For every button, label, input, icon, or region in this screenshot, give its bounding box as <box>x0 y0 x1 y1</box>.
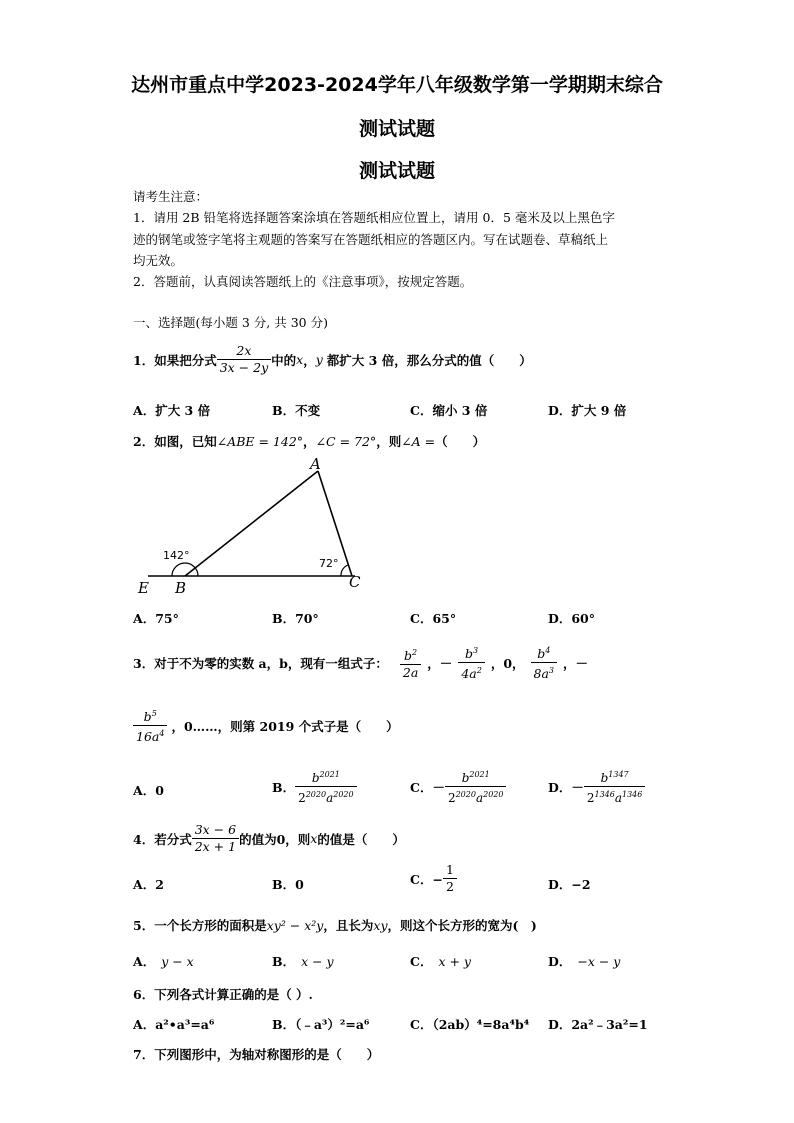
q3-suffix: ，0……，则第 2019 个式子是（ ） <box>171 718 399 734</box>
q5-area: xy² − x²y <box>266 918 324 933</box>
q4-fraction <box>192 822 239 855</box>
q3-optd-den-a-exp: 1346 <box>594 790 615 799</box>
q6-option-a[interactable]: A．a²•a³=a⁶ <box>133 1017 215 1032</box>
q3-option-c[interactable] <box>410 767 506 806</box>
label-c: C <box>349 573 361 591</box>
q3-t2-den-exp: 2 <box>476 666 482 675</box>
notice-line-2: 迹的钢笔或签字笔将主观题的答案写在答题纸相应的答题区内。写在试题卷、草稿纸上 <box>133 232 609 247</box>
q3-option-d[interactable] <box>548 767 645 806</box>
q2-cond-1: ∠ABE = 142° <box>216 434 304 449</box>
q4-option-a[interactable]: A．2 <box>133 877 164 892</box>
question-3 <box>133 643 594 682</box>
q6-option-b[interactable]: B．（﹣a³）²=a⁶ <box>272 1017 370 1032</box>
q5-prefix: 5．一个长方形的面积是 <box>133 918 267 933</box>
q4-option-d[interactable]: D．−2 <box>548 877 591 892</box>
q2-option-b[interactable]: B．70° <box>272 611 319 626</box>
q3-t3-den-exp: 3 <box>548 666 555 675</box>
q5-optb-label: B． <box>272 954 296 969</box>
q2-sep-2: ，则 <box>376 434 402 449</box>
q4-optc-num: 1 <box>443 862 457 879</box>
page-subtitle-repeat: 测试试题 <box>358 160 435 182</box>
q4-option-b[interactable]: B．0 <box>272 877 304 892</box>
q2-sep: ， <box>303 434 316 449</box>
q3-optd-den-a: 2 <box>586 791 595 805</box>
angle-b-label: 142° <box>163 549 190 562</box>
q3-optb-num: b <box>311 771 320 785</box>
q2-prefix: 2．如图，已知 <box>133 434 217 449</box>
q2-cond-2: ∠C = 72° <box>315 434 377 449</box>
q3-t1-num: b <box>404 647 413 663</box>
q6-option-c[interactable]: C．（2ab）⁴=8a⁴b⁴ <box>410 1017 530 1032</box>
q3-optc-num-exp: 2021 <box>469 770 490 779</box>
q4-middle: 的值为0，则 <box>239 831 311 847</box>
q3-t1-num-exp: 2 <box>412 647 418 657</box>
q1-denominator: 3x − 2y <box>219 360 269 375</box>
q1-option-a[interactable]: A．扩大 3 倍 <box>133 403 211 418</box>
label-a: A <box>310 455 321 473</box>
angle-c-arc <box>341 565 348 576</box>
question-4 <box>133 822 405 855</box>
q3-optd-num: b <box>600 771 609 785</box>
q3-optb-den-a: 2 <box>298 791 306 805</box>
q3-optd-frac <box>584 767 646 806</box>
notice-heading: 请考生注意： <box>133 189 209 204</box>
q3-term-4 <box>133 706 167 745</box>
q3-optc-label: C．－ <box>410 779 445 795</box>
q3-optb-frac <box>295 767 357 806</box>
q6-option-d[interactable]: D．2a²﹣3a²=1 <box>548 1017 648 1032</box>
q1-numerator: 2x <box>217 343 271 360</box>
q3-t2-num-exp: 3 <box>473 646 479 655</box>
triangle-figure <box>130 455 380 600</box>
q1-suffix-a: 中的 <box>271 352 297 368</box>
q4-optc-label: C．− <box>410 871 443 887</box>
question-6: 6．下列各式计算正确的是（ ）. <box>133 987 313 1002</box>
q1-option-d[interactable]: D．扩大 9 倍 <box>548 403 627 418</box>
q1-option-c[interactable]: C．缩小 3 倍 <box>410 403 488 418</box>
q5-option-d[interactable] <box>548 952 620 970</box>
label-b: B <box>175 579 187 597</box>
q4-numerator: 3x − 6 <box>192 822 239 839</box>
q3-optd-num-exp: 1347 <box>608 770 629 779</box>
q5-suffix: ，则这个长方形的宽为( ) <box>387 918 537 933</box>
q3-optc-den-b-exp: 2020 <box>483 790 504 799</box>
q4-prefix: 4．若分式 <box>133 831 192 847</box>
q5-option-c[interactable] <box>410 952 471 970</box>
q2-option-a[interactable]: A．75° <box>133 611 179 626</box>
q3-term-2 <box>458 643 485 682</box>
q3-optb-den-a-exp: 2020 <box>305 790 327 799</box>
q3-t3-den: 8a <box>533 666 549 681</box>
q3-option-a[interactable]: A．0 <box>133 783 164 798</box>
q1-prefix: 1．如果把分式 <box>133 352 217 368</box>
q3-t4-num: b <box>143 709 152 724</box>
question-1 <box>133 343 532 376</box>
q5-option-a[interactable] <box>133 952 194 970</box>
q5-optb-expr: x − y <box>301 954 334 969</box>
q3-term-1 <box>400 645 421 681</box>
q3-optc-frac <box>445 767 507 806</box>
q3-optc-den-a-exp: 2020 <box>455 790 476 799</box>
q3-sep-2: ，0， <box>490 655 525 671</box>
notice-line-3: 均无效。 <box>133 253 184 268</box>
q3-optb-den-b: a <box>326 791 334 805</box>
q3-sep-1: ，－ <box>427 655 453 671</box>
q3-optc-den-a: 2 <box>447 791 456 805</box>
q1-option-b[interactable]: B．不变 <box>272 403 321 418</box>
q3-optb-label: B． <box>272 779 296 795</box>
q3-t4-den-exp: 4 <box>159 729 165 738</box>
notice-line-4: 2．答题前，认真阅读答题纸上的《注意事项》，按规定答题。 <box>133 274 473 289</box>
q3-option-b[interactable] <box>272 767 357 806</box>
question-3-cont <box>133 706 399 745</box>
q1-var-y: y <box>315 352 323 367</box>
q3-optb-den-b-exp: 2020 <box>333 790 354 799</box>
q1-comma: ， <box>303 352 316 368</box>
page-title: 达州市重点中学2023-2024学年八年级数学第一学期期末综合 <box>131 74 663 96</box>
q3-t2-num: b <box>465 646 474 661</box>
question-5 <box>133 916 537 934</box>
q3-sep-3: ，－ <box>563 655 589 671</box>
q5-opta-expr: y − x <box>161 954 194 969</box>
q4-var-x: x <box>310 831 318 846</box>
angle-c-label: 72° <box>319 557 339 570</box>
notice-line-1: 1．请用 2B 铅笔将选择题答案涂填在答题纸相应位置上，请用 0．5 毫米及以上黑色字 <box>133 210 615 225</box>
q3-t1-den: 2a <box>402 664 419 680</box>
q4-optc-frac <box>443 862 457 895</box>
section-heading: 一、选择题(每小题 3 分, 共 30 分) <box>133 315 328 330</box>
label-e: E <box>138 579 149 597</box>
q5-optd-expr: −x − y <box>577 954 621 969</box>
page-subtitle: 测试试题 <box>358 118 435 140</box>
q3-optd-den-b: a <box>614 791 622 805</box>
q3-optd-label: D．－ <box>548 779 584 795</box>
q2-option-c[interactable]: C．65° <box>410 611 457 626</box>
q2-option-d[interactable]: D．60° <box>548 611 595 626</box>
q5-optd-label: D． <box>548 954 572 969</box>
q5-opta-label: A． <box>133 954 156 969</box>
line-ba <box>185 471 318 576</box>
q3-t4-den: 16a <box>136 729 160 744</box>
q3-t4-num-exp: 5 <box>151 709 157 718</box>
q3-optb-num-exp: 2021 <box>319 770 340 779</box>
q1-var-x: x <box>296 352 304 367</box>
q4-optc-den: 2 <box>445 879 454 894</box>
q3-t3-num-exp: 4 <box>545 646 551 655</box>
q1-fraction <box>217 343 271 376</box>
question-2 <box>133 432 485 450</box>
q5-option-b[interactable] <box>272 952 334 970</box>
q3-t3-num: b <box>537 646 546 661</box>
q1-suffix-b: 都扩大 3 倍，那么分式的值（ ） <box>326 352 532 368</box>
q2-suffix: （ ） <box>435 434 486 449</box>
question-7: 7．下列图形中，为轴对称图形的是（ ） <box>133 1047 380 1062</box>
q3-optd-den-b-exp: 1346 <box>622 790 643 799</box>
q5-optc-expr: x + y <box>438 954 471 969</box>
q4-suffix: 的值是（ ） <box>317 831 405 847</box>
q3-term-3 <box>531 643 558 682</box>
q5-length: xy <box>373 918 388 933</box>
q4-option-c[interactable] <box>410 862 457 895</box>
q3-prefix: 3．对于不为零的实数 a，b，现有一组式子： <box>133 655 388 671</box>
q2-ask: ∠A = <box>401 434 436 449</box>
q5-optc-label: C． <box>410 954 433 969</box>
q5-middle: ，且长为 <box>323 918 374 933</box>
q4-denominator: 2x + 1 <box>194 839 237 854</box>
q3-optc-den-b: a <box>475 791 484 805</box>
q3-optc-num: b <box>461 771 470 785</box>
q3-t2-den: 4a <box>461 666 477 681</box>
